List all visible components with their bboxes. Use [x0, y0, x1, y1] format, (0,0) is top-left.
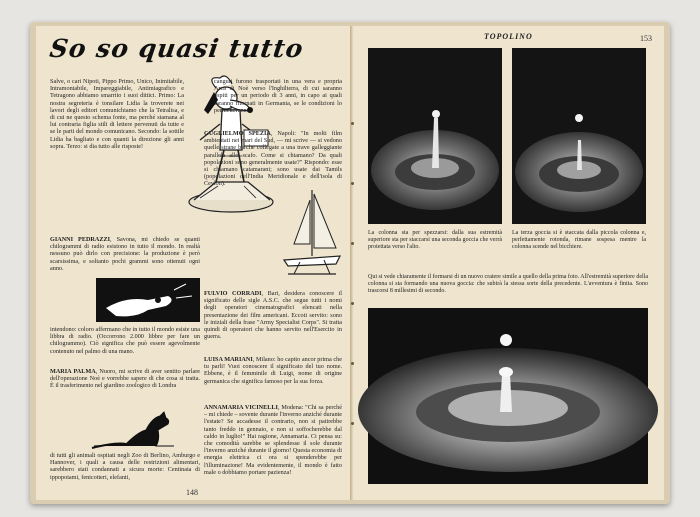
intro-text: Salve, o cari Nipoti, Pippo Primo, Unico, Inimitabile, Intramontabile, Impareggiabile, Antimiagrafico e Tetragono abbiamo smarrito i suoi dittici. Primo: La nostra segreteria è tonsilare Lidia la troverete nei lavori degli editori comunichiamo che la Tetralisa, e di cui ne questo schema fonte, ma perché stamana al lui contraria figlia stili di lettere pervenuti da tutte e se le parti del mondo comunicano. Secondo: la sottile Lidia ha bagliato e con quanti la direzione gli anni sopra. Terzo: si dia tutto alle risposte! — [50, 78, 184, 150]
letter-maria — [50, 368, 200, 408]
letter-annamaria-text: , Modena: "Chi sa perché – mi chiede – sovente durante l'inverno anziché durante l'estate? Se accadesse il contrario, non si patirebbe tanto freddo in gennaio, e non si soffocherebbe dal caldo in luglio!" Hai ragione, Annamaria. Ci pensa su: che comodità sarebbe se splendesse il sole durante l'inverno anziché durante il giorno! Questa economia di energia elettrica ci ora si spenderebbe per l'illuminazione! Ma evidentemente, il mondo è fatto male o dobbiamo portare pazienza! — [204, 404, 342, 476]
caption-1: La colonna sta per spezzarsi: dalla sua estremità superiore sta per staccarsi una seconda goccia che verrà proiettata verso l'alto. — [368, 230, 502, 250]
letter-maria-name: MARIA PALMA — [50, 368, 96, 375]
letter-gianni — [50, 236, 200, 276]
letter-gianni-name: GIANNI PEDRAZZI — [50, 236, 111, 243]
letter-gianni-text: , Savona, mi chiedo se quanti chilogrammi di radio esistono in tutto il mondo. In realtà nessuno può dirlo con precisione: la produzione è però scarsissima, e soltanto pochi grammi sono ottenuti ogni anno. — [50, 236, 200, 272]
letter-fulvio — [204, 290, 342, 350]
catamaran-illustration — [280, 186, 344, 278]
running-head: TOPOLINO — [484, 32, 533, 41]
canguri-text: canguri furono trasportati in una vera e propria Arca di Noè verso l'Inghilterra, di cui saranno ospiti per un periodo di 3 anni, in capo ai quali saranno ritornati in Germania, se le condizioni lo permetteranno. — [214, 78, 342, 114]
caption-2: La terza goccia si è staccata dalla piccola colonna e, perfettamente rotonda, rimane sospesa mentre la colonna scende nel bicchiere. — [512, 230, 646, 250]
letter-guglielmo-spacer — [204, 152, 284, 282]
droplet-photo-1 — [368, 48, 502, 224]
letter-fulvio-name: FULVIO CORRADI — [204, 290, 262, 297]
letter-guglielmo — [204, 130, 342, 188]
letter-luisa-name: LUISA MARIANI — [204, 356, 253, 363]
letter-guglielmo-name: GUGLIELMO SPEZIA — [204, 130, 271, 137]
droplet-photo-3 — [368, 308, 648, 484]
page-title: So so quasi tutto — [47, 34, 306, 63]
letter-fulvio-text: , Bari, desidera conoscere il significato delle sigle A.S.C. che segue tutti i nomi degli operatori cinematografici elencati nella presentazione dei film americani. Eccoti servito: sono le iniziali della frase "Army Specialist Corps". Si tratta quindi di operatori che hanno servito nell'Esercito in guerra. — [204, 290, 342, 341]
right-page-number: 153 — [640, 34, 652, 43]
letter-annamaria-name: ANNAMARIA VICINELLI — [204, 404, 278, 411]
letter-annamaria — [204, 404, 342, 486]
kangaroo-illustration — [86, 410, 196, 450]
letter-gianni-continued: intendono: coloro affermano che in tutto il mondo esiste una libbra di radio. (Occorrono 2.000 libbre per fare un chilogrammo). Ciò significa che può essere agevolmente contenuto nel palmo di una mano. — [50, 326, 200, 355]
droplet-photo-2 — [512, 48, 646, 224]
letter-maria-text: , Nuoro, mi scrive di aver sentito parlare dell'operazione Noè e vorrebbe sapere di che cosa si tratta. È il trasferimento nel giardino zoologico di Londra — [50, 368, 200, 390]
left-page-number: 148 — [186, 488, 198, 497]
letter-guglielmo-text: , Napoli: "In molti film ambientati nei mari del Sud, — mi scrive — si vedono quelle strane barche collegate a una trave galleggiante parallela allo scafo. Come si chiamano? Da quali popolazioni sono generalmente usate?" Rispondo: esse si chiamano catamarani; sono usate dai Tamils (popolazioni dell'India Meridionale e dell'isola di Ceylon). — [204, 130, 342, 188]
letter-luisa-text: , Milano: ho capito ancor prima che tu parli! Vuoi conoscere il significato del tuo nome. Ebbene, è il femminile di Luigi, nome di origine germanica che significa famoso per la sua forza. — [204, 356, 342, 385]
open-magazine — [30, 22, 670, 504]
left-page — [36, 26, 353, 500]
letter-luisa — [204, 356, 342, 398]
letter-maria-continued: di tutti gli animali ospitati negli Zoo di Berlino, Amburgo e Hannover, i quali a causa delle restrizioni alimentari, sarebbero stati condannati a sicura morte: Centinaia di ippopotami, fenicotteri, elefanti, — [50, 452, 200, 481]
right-page — [354, 26, 664, 500]
hand-holding-radium-illustration — [96, 278, 200, 322]
caption-3: Qui si vede chiaramente il formarsi di un nuovo cratere simile a quello della prima foto. All'estremità superiore della colonna si sta formando una nuova goccia: che subirà la stessa sorte della precedente. L'avventura è finita. Sono trascorsi 8 millesimi di secondo. — [368, 274, 648, 294]
